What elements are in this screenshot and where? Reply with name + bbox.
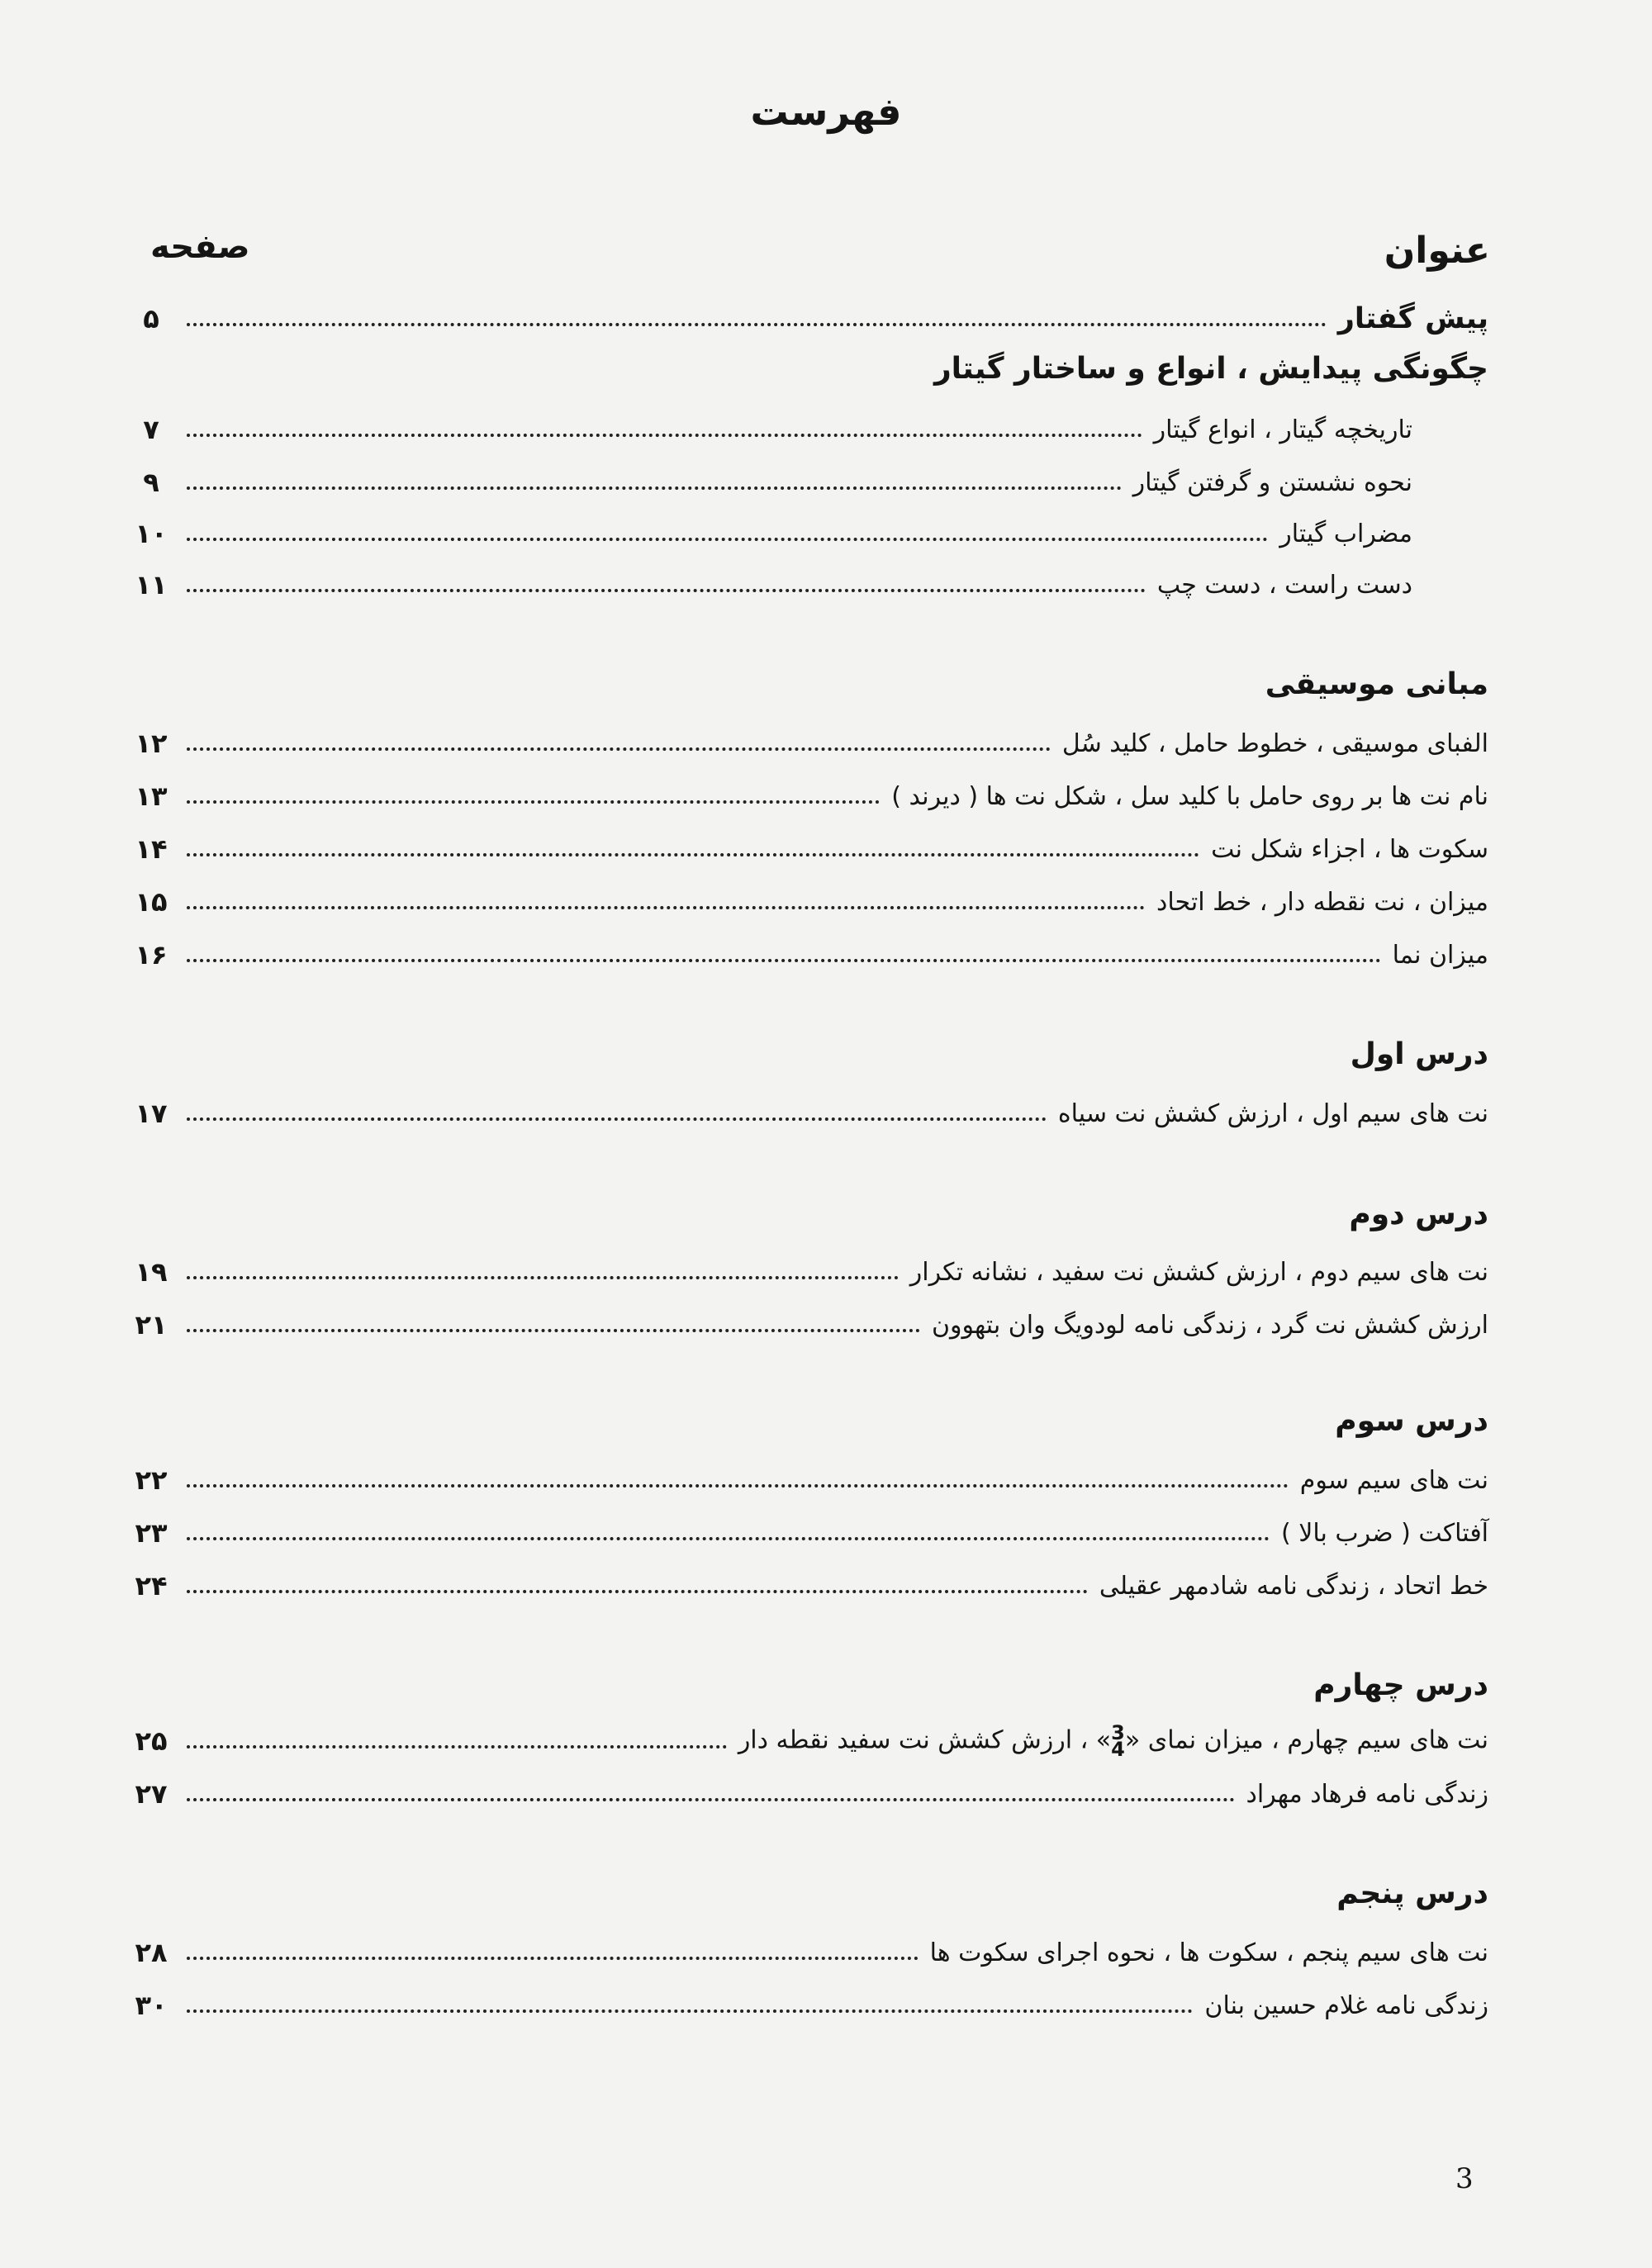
leader-dots xyxy=(187,538,1268,541)
toc-entry-label: نت های سیم اول ، ارزش کشش نت سیاه xyxy=(1057,1098,1488,1128)
toc-entry-label: نت های سیم سوم xyxy=(1299,1465,1488,1495)
toc-entry xyxy=(143,410,1412,449)
toc-entry xyxy=(135,565,1412,605)
toc-entry-page: ۹ xyxy=(143,467,159,498)
toc-entry xyxy=(135,882,1488,922)
time-signature-bottom: 4 xyxy=(1111,1738,1125,1761)
toc-entry-page: ۱۳ xyxy=(135,781,168,812)
toc-entry xyxy=(135,1774,1488,1814)
leader-dots xyxy=(187,853,1199,856)
toc-entry-page: ۲۷ xyxy=(135,1778,168,1810)
leader-dots xyxy=(187,589,1146,592)
toc-entry-label: تاریخچه گیتار ، انواع گیتار xyxy=(1153,415,1412,444)
toc-entry-page: ۲۳ xyxy=(135,1517,168,1549)
toc-entry-page: ۷ xyxy=(143,414,159,445)
page-title: فهرست xyxy=(750,89,902,134)
section-heading: چگونگی پیدایش ، انواع و ساختار گیتار xyxy=(933,352,1488,386)
toc-entry xyxy=(135,1986,1488,2025)
leader-dots xyxy=(187,1117,1047,1121)
toc-entry-page: ۲۲ xyxy=(135,1464,168,1496)
toc-entry-page: ۲۵ xyxy=(135,1725,168,1757)
section-heading: درس چهارم xyxy=(1313,1668,1488,1702)
leader-dots xyxy=(187,1745,727,1748)
toc-entry-page: ۱۵ xyxy=(135,886,168,918)
toc-entry xyxy=(135,1094,1488,1133)
leader-dots xyxy=(187,1537,1270,1540)
toc-entry-label: میزان نما xyxy=(1392,940,1488,970)
leader-dots xyxy=(187,1484,1289,1487)
toc-entry xyxy=(135,776,1488,816)
toc-entry xyxy=(135,829,1488,869)
toc-entry-label: مضراب گیتار xyxy=(1279,519,1412,548)
toc-entry xyxy=(135,1721,1488,1761)
section-heading: درس سوم xyxy=(1335,1404,1488,1438)
toc-entry-page: ۱۷ xyxy=(135,1098,168,1129)
section-heading: مبانی موسیقی xyxy=(1265,667,1488,701)
toc-entry-label: نت های سیم دوم ، ارزش کشش نت سفید ، نشانه تکرار xyxy=(909,1257,1488,1287)
toc-entry-label: زندگی نامه فرهاد مهراد xyxy=(1246,1779,1488,1809)
toc-entry-page: ۱۱ xyxy=(135,569,168,600)
leader-dots xyxy=(187,1276,899,1279)
toc-entry-label: خط اتحاد ، زندگی نامه شادمهر عقیلی xyxy=(1099,1571,1488,1601)
leader-dots xyxy=(187,1329,920,1332)
toc-entry xyxy=(135,1513,1488,1553)
toc-entry-label: پیش گفتار xyxy=(1337,302,1488,335)
leader-dots xyxy=(187,747,1051,751)
toc-entry-label: ارزش کشش نت گرد ، زندگی نامه لودویگ وان بتهوون xyxy=(931,1310,1488,1340)
toc-entry-page: ۲۴ xyxy=(135,1570,168,1601)
leader-dots xyxy=(187,1798,1235,1801)
leader-dots xyxy=(187,2009,1193,2013)
column-header-title: عنوان xyxy=(1384,230,1490,272)
leader-dots xyxy=(187,1590,1088,1593)
leader-dots xyxy=(187,959,1381,962)
toc-entry-label: نام نت ها بر روی حامل با کلید سل ، شکل نت ها ( دیرند ) xyxy=(891,781,1488,811)
toc-entry xyxy=(135,1460,1488,1500)
toc-entry-label: سکوت ها ، اجزاء شکل نت xyxy=(1211,834,1488,864)
time-signature xyxy=(1111,1721,1125,1761)
toc-entry-page: ۱۶ xyxy=(135,939,168,970)
section-heading: درس اول xyxy=(1350,1037,1488,1071)
toc-entry-page: ۲۸ xyxy=(135,1937,168,1968)
toc-entry-label: میزان ، نت نقطه دار ، خط اتحاد xyxy=(1156,887,1488,917)
leader-dots xyxy=(187,323,1327,326)
toc-entry-label-part: نت های سیم چهارم ، میزان نمای « xyxy=(1124,1725,1488,1755)
toc-entry xyxy=(135,1566,1488,1606)
section-heading: درس پنجم xyxy=(1336,1877,1488,1910)
toc-entry-label: نحوه نشستن و گرفتن گیتار xyxy=(1132,467,1412,497)
toc-entry xyxy=(135,1252,1488,1292)
toc-entry-label: الفبای موسیقی ، خطوط حامل ، کلید سُل xyxy=(1061,728,1488,758)
toc-entry xyxy=(135,724,1488,763)
leader-dots xyxy=(187,486,1122,490)
toc-entry-page: ۳۰ xyxy=(135,1990,168,2021)
toc-entry-label: زندگی نامه غلام حسین بنان xyxy=(1204,1990,1488,2020)
toc-entry-page: ۱۰ xyxy=(135,518,168,549)
toc-entry-label: دست راست ، دست چپ xyxy=(1156,570,1412,600)
toc-entry xyxy=(135,1305,1488,1345)
toc-entry-page: ۲۱ xyxy=(135,1309,168,1340)
column-header-page: صفحه xyxy=(150,228,250,266)
leader-dots xyxy=(187,1957,919,1960)
toc-entry xyxy=(135,1933,1488,1972)
toc-entry-label: نت های سیم پنجم ، سکوت ها ، نحوه اجرای سکوت ها xyxy=(929,1938,1488,1967)
toc-entry-page: ۱۲ xyxy=(135,728,168,759)
toc-entry-label xyxy=(727,1721,1488,1761)
toc-entry-page: ۵ xyxy=(143,303,159,335)
leader-dots xyxy=(187,800,880,804)
toc-entry-page: ۱۹ xyxy=(135,1256,168,1288)
toc-entry xyxy=(143,463,1412,502)
toc-entry-page: ۱۴ xyxy=(135,833,168,865)
section-heading: درس دوم xyxy=(1349,1198,1488,1231)
leader-dots xyxy=(187,434,1142,437)
toc-entry-label-part: » ، ارزش کشش نت سفید نقطه دار xyxy=(738,1725,1112,1755)
page-number: 3 xyxy=(1455,2162,1474,2195)
leader-dots xyxy=(187,906,1145,909)
time-signature-top: 3 xyxy=(1111,1721,1125,1744)
toc-entry-label: آفتاکت ( ضرب بالا ) xyxy=(1280,1518,1488,1548)
toc-entry xyxy=(135,514,1412,553)
toc-entry-preface xyxy=(143,299,1488,339)
toc-entry xyxy=(135,935,1488,975)
